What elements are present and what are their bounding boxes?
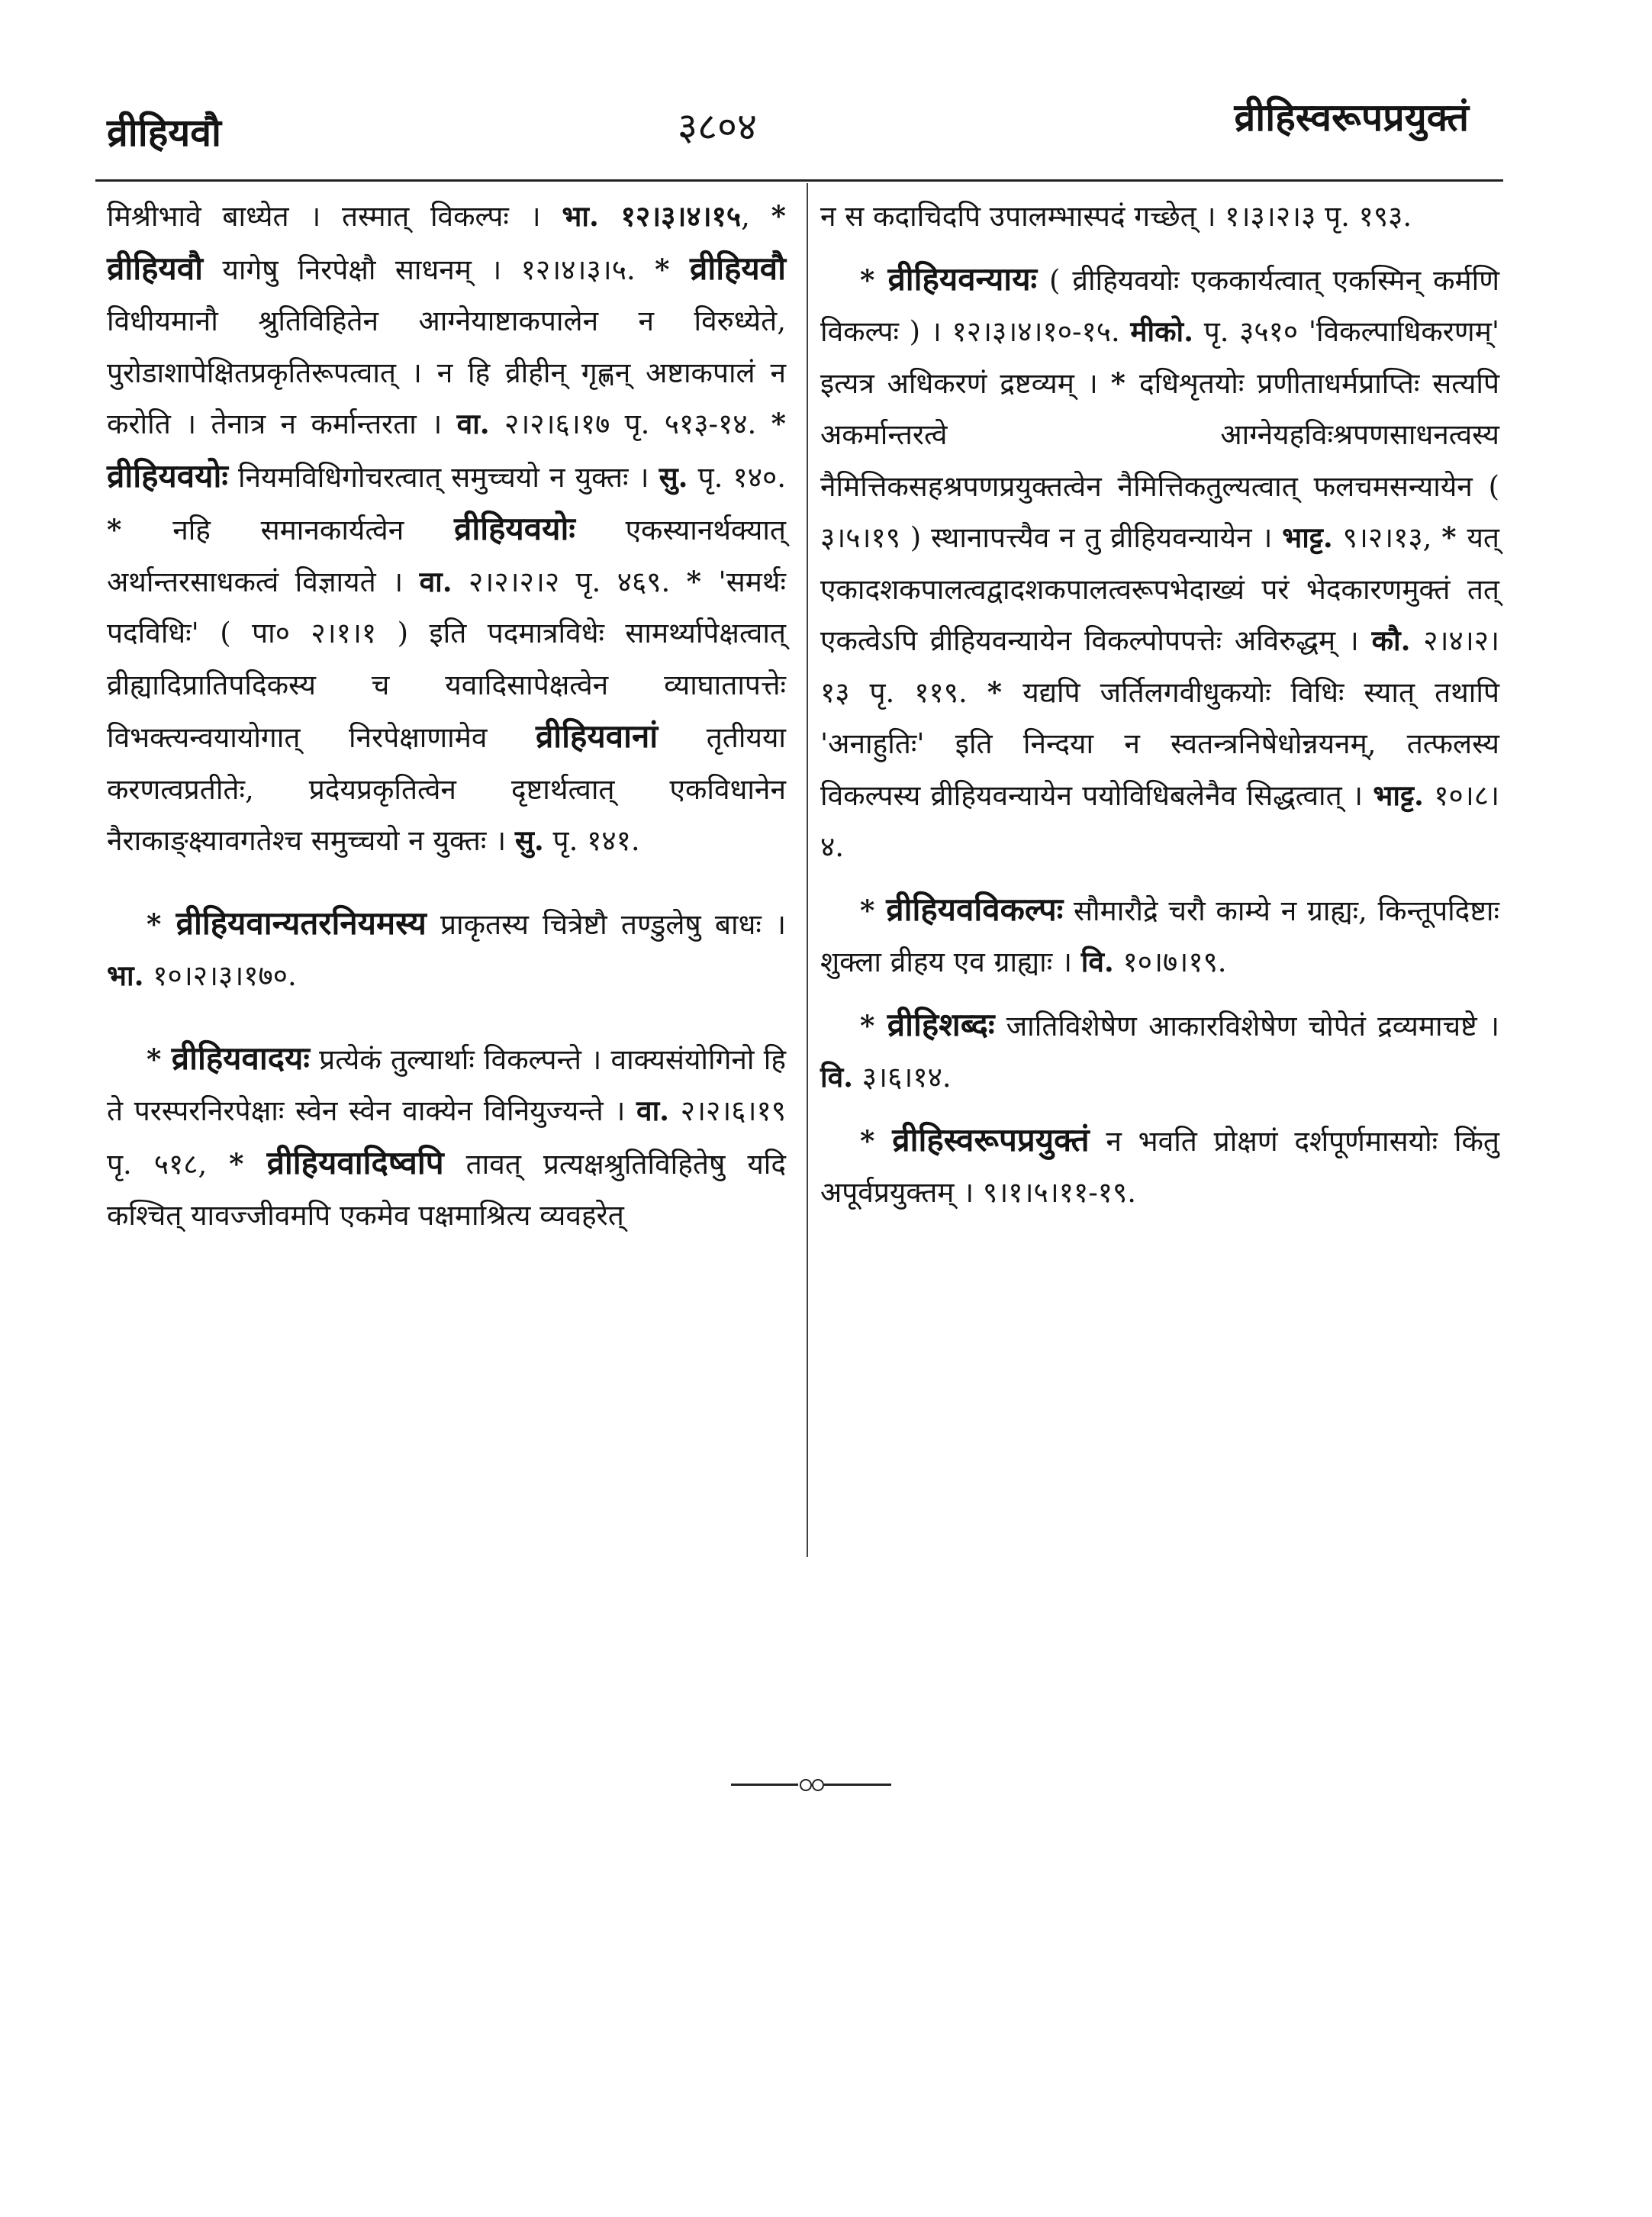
ornament-line bbox=[731, 1784, 798, 1786]
entry-text: मिश्रीभावे बाध्येत । तस्मात् विकल्पः । bbox=[107, 200, 562, 233]
citation-ref: सु. bbox=[659, 459, 688, 494]
entry-paragraph bbox=[107, 191, 786, 867]
citation-ref: वि. bbox=[1080, 945, 1114, 978]
entry-paragraph bbox=[820, 999, 1499, 1104]
column-divider bbox=[807, 183, 808, 1557]
entry-headword: व्रीहियवविकल्पः bbox=[886, 890, 1064, 928]
entry-star-marker: * bbox=[147, 907, 176, 941]
entry-star-marker: * bbox=[147, 1042, 172, 1076]
entry-star-marker: * bbox=[655, 252, 690, 286]
ornament-dot bbox=[812, 1779, 824, 1791]
entry-text: २।२।६।१७ पृ. ५१३-१४. bbox=[489, 408, 771, 440]
entry-headword: व्रीहियवादयः bbox=[171, 1039, 310, 1077]
entry-text: २।२।६।१९ पृ. ५१८, bbox=[107, 1094, 787, 1181]
entry-star-marker: * bbox=[860, 1008, 887, 1042]
entry-star-marker: * bbox=[860, 1123, 893, 1158]
entry-text: १०।२।३।१७०. bbox=[143, 959, 297, 992]
entry-star-marker: * bbox=[229, 1146, 267, 1181]
entry-headword: व्रीहियवौ bbox=[107, 249, 204, 287]
entry-headword: व्रीहियवन्यायः bbox=[887, 259, 1038, 298]
entry-text: तृतीयया करणत्वप्रतीतेः, प्रदेयप्रकृतित्वेन दृष्टार्थत्वात् एकविधानेन नैराकाङ्क्ष्यावगतेश्च समुच्चयो न युक्तः । bbox=[107, 721, 786, 857]
entry-text: नियमविधिगोचरत्वात् समुच्चयो न युक्तः । bbox=[227, 460, 659, 494]
entry-text: दधिशृतयोः प्रणीताधर्मप्राप्तिः सत्यपि अकर्मान्तरत्वे आग्नेयहविःश्रपणसाधनत्वस्य नैमित्तिकसहश्रपणप्रयुक्तत्वेन नैमित्तिकतुल्यत्वात् फलचमसन्यायेन ( ३।५।१९ ) स्थानापत्त्यैव न तु व्रीहियवन्यायेन । bbox=[820, 366, 1500, 554]
entry-text: पृ. १४१. bbox=[543, 824, 640, 857]
entry-text: १०।८।४. bbox=[820, 778, 1499, 863]
entry-headword: व्रीहियवयोः bbox=[107, 456, 228, 495]
entry-headword: व्रीहियवान्यतरनियमस्य bbox=[176, 904, 427, 942]
citation-ref: वा. bbox=[636, 1094, 670, 1127]
entry-text: एकस्यानर्थक्यात् अर्थान्तरसाधकत्वं विज्ञायते । bbox=[107, 514, 786, 598]
entry-text: , bbox=[741, 200, 771, 233]
entry-star-marker: * bbox=[1441, 520, 1467, 554]
entry-text: प्राकृतस्य चित्रेष्टौ तण्डुलेषु बाधः । bbox=[426, 907, 786, 941]
header-rule bbox=[95, 179, 1503, 182]
entry-paragraph bbox=[820, 884, 1499, 988]
entry-paragraph bbox=[820, 253, 1499, 873]
entry-text: २।४।२।१३ पृ. ११९. bbox=[820, 624, 1499, 709]
entry-text: यत् एकादशकपालत्वद्वादशकपालत्वरूपभेदाख्यं परं भेदकारणमुक्तं तत् एकत्वेऽपि व्रीहियवन्यायेन विकल्पोपपत्तेः अविरुद्धम् । bbox=[820, 521, 1500, 657]
citation-ref: भा. १२।३।४।१५ bbox=[562, 199, 742, 233]
citation-ref: वा. bbox=[419, 564, 452, 598]
ornament-line bbox=[824, 1784, 891, 1786]
citation-ref: वा. bbox=[456, 407, 490, 440]
right-column bbox=[820, 191, 1499, 1219]
header-left-title: व्रीहियवौ bbox=[107, 110, 221, 155]
entry-headword: व्रीहिस्वरूपप्रयुक्तं bbox=[892, 1120, 1090, 1158]
entry-star-marker: * bbox=[771, 407, 786, 440]
entry-text: विधीयमानौ श्रुतिविहितेन आग्नेयाष्टाकपालेन न विरुध्येते, पुरोडाशापेक्षितप्रकृतिरूपत्वात् । न हि व्रीहीन् गृह्णन् अष्टाकपालं न करोति । तेनात्र न कर्मान्तरता । bbox=[107, 305, 786, 440]
entry-star-marker: * bbox=[860, 893, 887, 927]
entry-text: पृ. ३५१० 'विकल्पाधिकरणम्' इत्यत्र अधिकरणं द्रष्टव्यम् । bbox=[820, 315, 1499, 400]
citation-ref: कौ. bbox=[1371, 624, 1411, 657]
citation-ref: सु. bbox=[514, 823, 544, 857]
entry-text: २।२।२।२ पृ. ४६९. bbox=[452, 565, 687, 598]
entry-headword: व्रीहियवानां bbox=[535, 717, 659, 755]
header-right-title: व्रीहिस्वरूपप्रयुक्तं bbox=[1234, 95, 1469, 140]
entry-text: ९।२।१३, bbox=[1332, 521, 1442, 554]
entry-text: प्रत्येकं तुल्यार्थाः विकल्पन्ते । वाक्यसंयोगिनो हि ते परस्परनिरपेक्षाः स्वेन स्वेन वाक्येन विनियुज्यन्ते । bbox=[107, 1042, 787, 1127]
citation-ref: भाट्ट. bbox=[1282, 520, 1333, 554]
citation-ref: भा. bbox=[107, 959, 144, 992]
entry-text: नहि समानकार्यत्वेन bbox=[172, 514, 454, 546]
entry-text: न भवति प्रोक्षणं दर्शपूर्णमासयोः किंतु अपूर्वप्रयुक्तम् । ९।१।५।११-१९. bbox=[820, 1124, 1500, 1209]
footer-rule-ornament bbox=[731, 1777, 891, 1792]
entry-paragraph bbox=[107, 897, 786, 1002]
entry-text: तावत् प्रत्यक्षश्रुतिविहितेषु यदि कश्चित् यावज्जीवमपि एकमेव पक्षमाश्रित्य व्यवहरेत् bbox=[107, 1147, 787, 1232]
entry-headword: व्रीहियवौ bbox=[689, 249, 786, 287]
ornament-dot bbox=[800, 1779, 812, 1791]
entry-text: यद्यपि जर्तिलगवीधुकयोः विधिः स्यात् तथापि 'अनाहुतिः' इति निन्दया न स्वतन्त्रनिषेधोन्नयनम्, तत्फलस्य विकल्पस्य व्रीहियवन्यायेन पयोविधिबलेनैव सिद्धत्वात् । bbox=[820, 675, 1499, 812]
entry-text: जातिविशेषेण आकारविशेषेण चोपेतं द्रव्यमाचष्टे । bbox=[994, 1009, 1499, 1042]
entry-star-marker: * bbox=[987, 675, 1023, 709]
entry-text: सौमारौद्रे चरौ काम्ये न ग्राह्यः, किन्तूपदिष्टाः शुक्ला व्रीहय एव ग्राह्याः । bbox=[820, 894, 1499, 978]
entry-text: 'समर्थः पदविधिः' ( पा० २।१।१ ) इति पदमात्रविधेः सामर्थ्यापेक्षत्वात् व्रीह्यादिप्रातिपदिकस्य च यवादिसापेक्षत्वेन व्याघातापत्तेः विभक्त्यन्वयायोगात् निरपेक्षाणामेव bbox=[107, 565, 786, 754]
entry-star-marker: * bbox=[771, 199, 787, 233]
citation-ref: भाट्ट. bbox=[1373, 778, 1424, 812]
entry-text: ( व्रीहियवयोः एककार्यत्वात् एकस्मिन् कर्मणि विकल्पः ) । १२।३।४।१०-१५. bbox=[820, 263, 1499, 348]
entry-paragraph bbox=[820, 1114, 1499, 1219]
entry-headword: व्रीहिशब्दः bbox=[887, 1005, 995, 1043]
entry-text: पृ. १४०. bbox=[688, 460, 786, 494]
entry-text: न स कदाचिदपि उपालम्भास्पदं गच्छेत् । १।३।२।३ पृ. १९३. bbox=[820, 200, 1412, 233]
entry-text: १०।७।१९. bbox=[1113, 946, 1227, 978]
left-column bbox=[107, 191, 786, 1242]
entry-star-marker: * bbox=[860, 263, 888, 297]
entry-star-marker: * bbox=[686, 564, 719, 598]
citation-ref: मीको. bbox=[1130, 314, 1194, 348]
entry-star-marker: * bbox=[107, 513, 173, 546]
entry-paragraph bbox=[107, 1033, 786, 1242]
entry-text: ३।६।१४. bbox=[853, 1061, 952, 1094]
entry-text: यागेषु निरपेक्षौ साधनम् । १२।४।३।५. bbox=[203, 253, 655, 286]
entry-paragraph bbox=[820, 191, 1499, 243]
citation-ref: वि. bbox=[820, 1060, 854, 1094]
entry-star-marker: * bbox=[1110, 366, 1140, 400]
entry-headword: व्रीहियवयोः bbox=[454, 510, 575, 547]
page-number: ३८०४ bbox=[678, 105, 757, 149]
entry-headword: व्रीहियवादिष्वपि bbox=[266, 1143, 444, 1181]
